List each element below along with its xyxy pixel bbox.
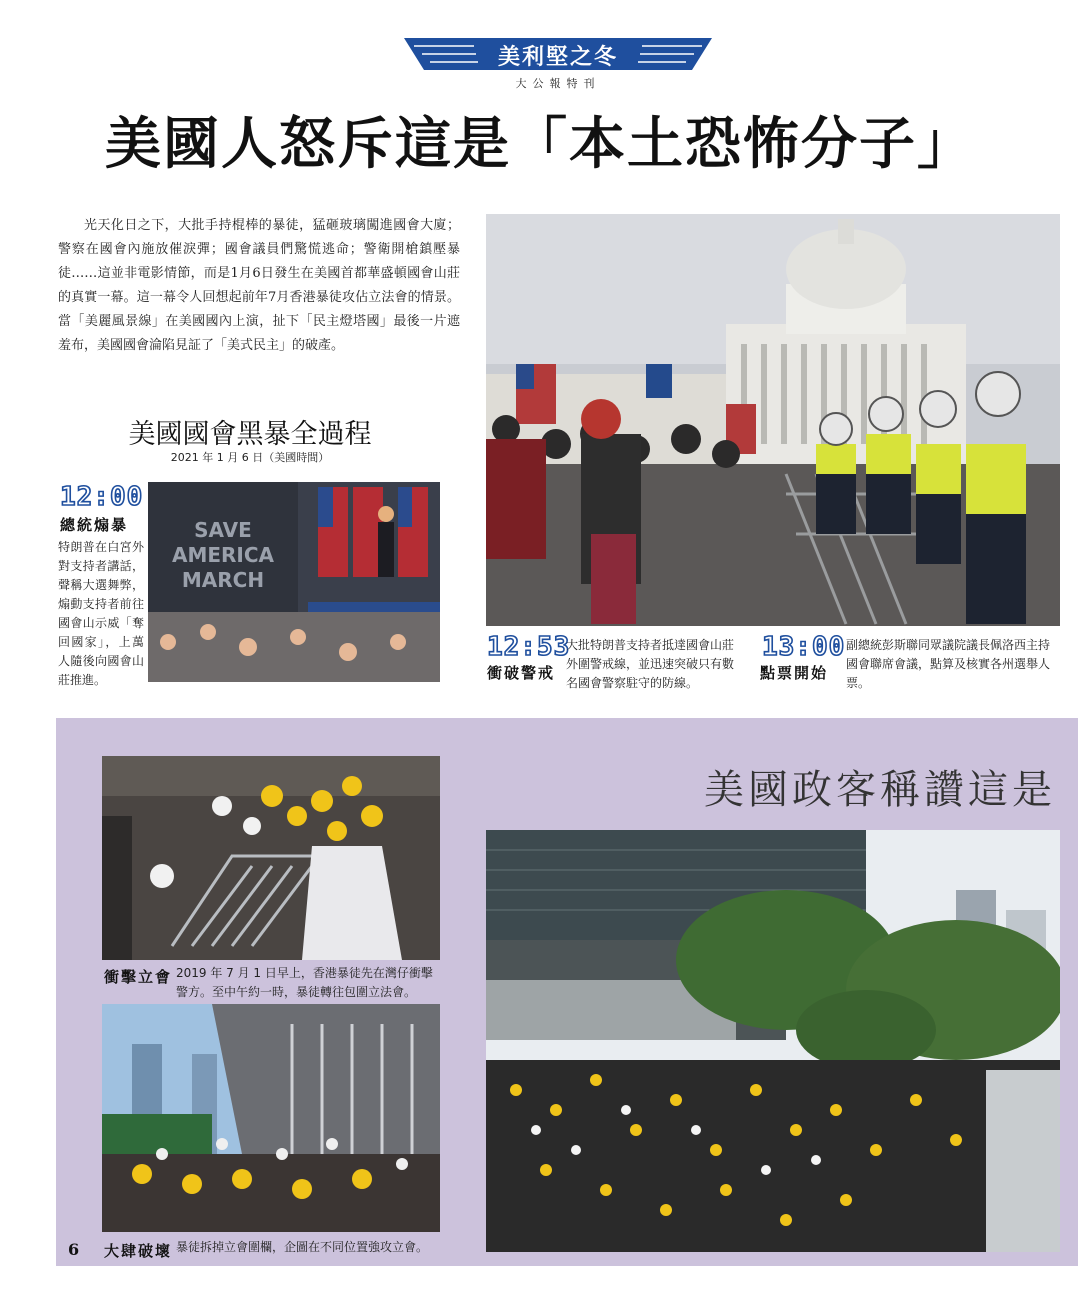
rally-screen-line-2: AMERICA — [171, 543, 275, 567]
event-1-title: 總統煽暴 — [60, 516, 129, 534]
rally-screen-line-3: MARCH — [181, 568, 265, 592]
timeline-date: 2021 年 1 月 6 日（美國時間） — [170, 451, 330, 464]
event-3-title: 點票開始 — [760, 664, 829, 682]
page-number: 6 — [68, 1240, 80, 1259]
hk-caption-2-title: 大肆破壞 — [104, 1242, 173, 1260]
trump-rally-photo — [148, 482, 440, 682]
event-3-text: 副總統彭斯聯同眾議院議長佩洛西主持國會聯席會議，點算及核實各州選舉人票。 — [846, 638, 1051, 690]
capitol-riot-photo — [486, 214, 1060, 626]
event-2-time: 12:53 — [487, 632, 571, 662]
page-headline: 美國人怒斥這是「本土恐怖分子」 — [105, 112, 975, 177]
rally-screen-line-1: SAVE — [194, 518, 252, 542]
publication-name: 大公報特刊 — [515, 77, 601, 90]
hk-caption-1-text: 2019 年 7 月 1 日早上，香港暴徒先在灣仔衝擊警方。至中午約一時，暴徒轉往包圍立法會。 — [176, 966, 433, 999]
event-2-text: 大批特朗普支持者抵達國會山莊外圍警戒線，並迅速突破只有數名國會警察駐守的防線。 — [566, 638, 735, 690]
series-banner-label: 美利堅之冬 — [497, 45, 618, 70]
timeline-title: 美國國會黑暴全過程 — [128, 419, 372, 450]
hk-caption-1-title: 衝擊立會 — [104, 968, 173, 986]
event-2-title: 衝破警戒 — [487, 664, 556, 682]
event-1-time: 12:00 — [60, 482, 144, 512]
event-3-time: 13:00 — [762, 632, 846, 662]
legco-crowd-photo — [486, 830, 1060, 1252]
series-banner — [404, 38, 712, 70]
intro-paragraph: 光天化日之下，大批手持棍棒的暴徒，猛砸玻璃闖進國會大廈；警察在國會內施放催淚彈；國會議員們驚慌逃命；警衛開槍鎮壓暴徒……這並非電影情節，而是1月6日發生在美國首都華盛頓國會山莊的真實一幕。這一幕令人回想起前年7月香港暴徒攻佔立法會的情景。當「美麗風景線」在美國國內上演，扯下「民主燈塔國」最後一片遮羞布，美國國會淪陷見証了「美式民主」的破產。 — [58, 218, 460, 353]
hk-caption-2-text: 暴徒拆掉立會圍欄，企圖在不同位置強攻立會。 — [176, 1240, 429, 1254]
hk-section-title: 美國政客稱讚這是 — [704, 767, 1056, 813]
event-1-text: 特朗普在白宮外對支持者講話，聲稱大選舞弊，煽動支持者前往國會山示威「奪回國家」，上萬人隨後向國會山莊推進。 — [58, 540, 144, 687]
storming-legco-photo — [102, 756, 440, 960]
breaking-railings-photo — [102, 1004, 440, 1232]
